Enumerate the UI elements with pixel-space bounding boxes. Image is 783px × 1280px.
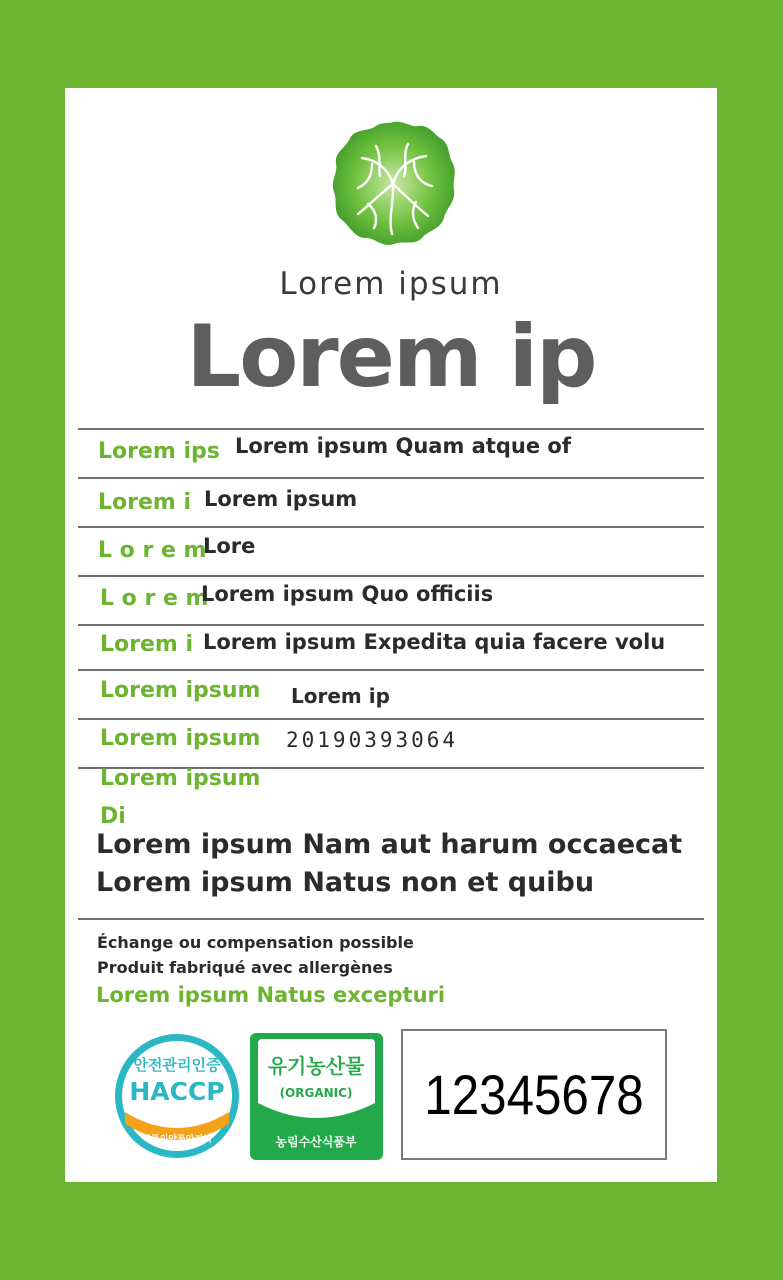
organic-mid-text: (ORGANIC) [279, 1086, 353, 1100]
note-green: Lorem ipsum Natus excepturi [96, 983, 446, 1007]
row-label-6: Lorem ipsum [100, 678, 261, 703]
row-value-7: 20190393064 [286, 728, 459, 752]
row-value-1: Lorem ipsum Quam atque of [235, 434, 571, 458]
row-value-4: Lorem ipsum Quo officiis [201, 582, 494, 606]
brand-title: Lorem ip [186, 307, 596, 407]
row-label-4: L o r e m [100, 586, 209, 611]
organic-top-text: 유기농산물 [267, 1054, 365, 1078]
product-label-card [65, 88, 717, 1182]
row-label-3: L o r e m [98, 538, 207, 563]
lettuce-icon [328, 118, 458, 248]
divider [78, 428, 704, 430]
haccp-certification-badge [113, 1032, 241, 1160]
row-label-1: Lorem ips [98, 439, 220, 464]
haccp-bottom-text: 식품의약품안전처 [142, 1135, 212, 1145]
product-code-box [401, 1029, 667, 1160]
divider [78, 526, 704, 528]
divider [78, 624, 704, 626]
row-label-2: Lorem i [98, 490, 192, 515]
brand-subtitle: Lorem ipsum [279, 266, 503, 302]
organic-certification-badge [250, 1033, 383, 1160]
haccp-top-text: 안전관리인증 [133, 1056, 221, 1074]
description-label: Lorem ipsum [100, 766, 261, 791]
row-value-2: Lorem ipsum [204, 487, 358, 511]
haccp-main-text: HACCP [129, 1077, 225, 1106]
description-line-1: Lorem ipsum Nam aut harum occaecat [96, 829, 683, 860]
row-label-7: Lorem ipsum [100, 726, 261, 751]
row-value-6: Lorem ip [291, 684, 390, 708]
note-exchange: Échange ou compensation possible [97, 933, 414, 952]
divider [78, 477, 704, 479]
organic-bottom-text: 농림수산식품부 [275, 1135, 357, 1149]
divider [78, 575, 704, 577]
row-label-5: Lorem i [100, 632, 194, 657]
divider [78, 669, 704, 671]
note-allergens: Produit fabriqué avec allergènes [97, 958, 393, 977]
row-value-3: Lore [203, 534, 256, 558]
divider [78, 718, 704, 720]
row-value-5: Lorem ipsum Expedita quia facere volu [203, 630, 666, 654]
product-code: 12345678 [424, 1063, 644, 1126]
description-line-2: Lorem ipsum Natus non et quibu [96, 867, 595, 898]
divider [78, 918, 704, 920]
description-label-cont: Di [100, 804, 126, 829]
